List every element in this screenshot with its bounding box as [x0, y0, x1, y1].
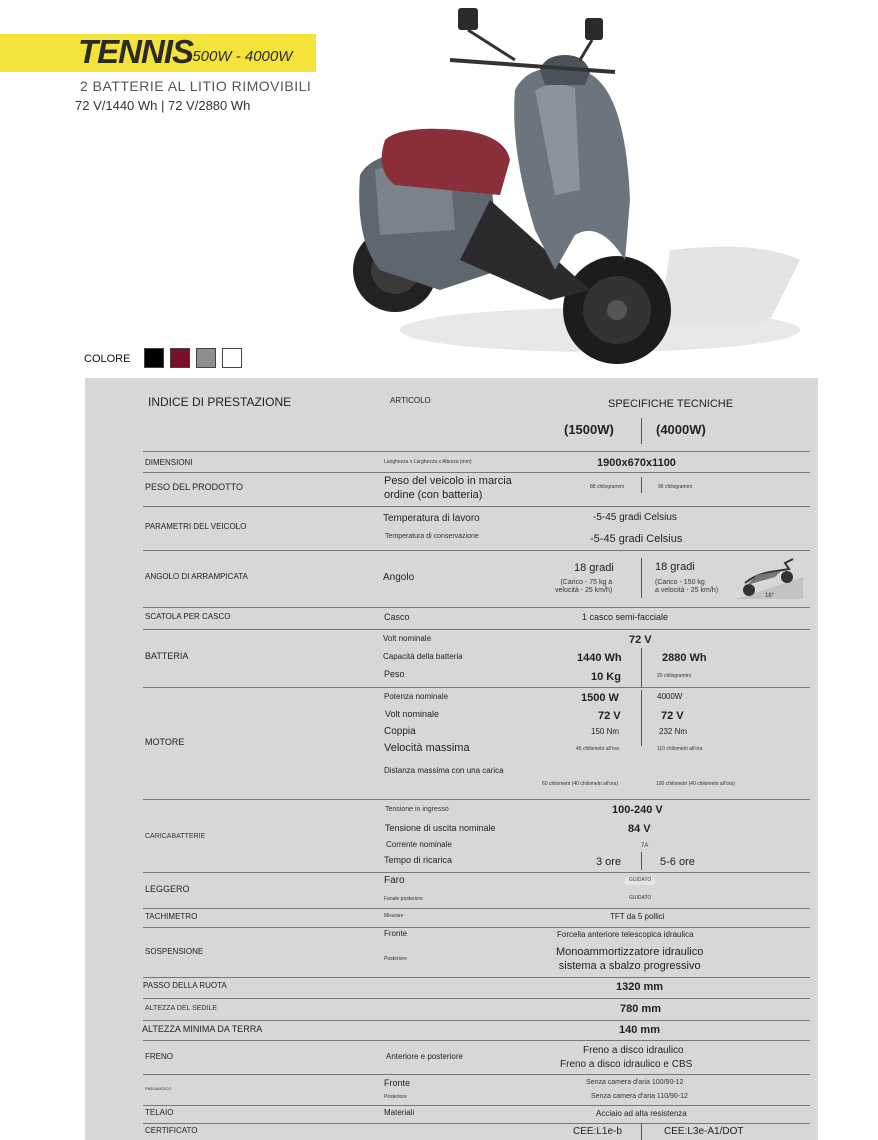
scooter-image	[340, 0, 810, 380]
val-torque-1500: 150 Nm	[591, 727, 620, 736]
val-capacity-4000: 2880 Wh	[662, 652, 707, 664]
row-divider	[143, 927, 810, 928]
specs-table	[85, 378, 818, 1140]
val-output-voltage: 84 V	[628, 823, 651, 835]
row-divider	[143, 506, 810, 507]
val-cert-1500: CEE:L1e-b	[573, 1126, 622, 1137]
val-range-1500: 60 chilometri (40 chilometri all'ora)	[542, 781, 618, 787]
cat-tyre: PNEUMATICO	[145, 1086, 172, 1091]
val-weight-4000: 96 chilogrammi	[658, 484, 692, 490]
item-taillight: Fanale posteriore	[384, 896, 423, 902]
note-angle-4000: (Carico - 150 kg a velocità - 25 km/h)	[655, 579, 719, 594]
val-taillight: GUIDATO	[629, 895, 652, 901]
divider	[641, 418, 642, 444]
val-weight-1500: 88 chilogrammi	[590, 484, 624, 490]
color-swatch-black[interactable]	[144, 348, 164, 368]
product-power-range: 1500W - 4000W	[184, 48, 293, 65]
cat-battery: BATTERIA	[145, 651, 189, 661]
val-front-brake: Freno a disco idraulico	[583, 1045, 684, 1056]
item-storage-temp: Temperatura di conservazione	[385, 533, 479, 540]
divider	[641, 558, 642, 598]
item-rated-power: Potenza nominale	[384, 692, 449, 701]
val-speed-1500: 45 chilometri all'ora	[576, 746, 619, 752]
val-range-4000: 100 chilometri (40 chilometri all'ora)	[656, 781, 735, 787]
cat-helmet-box: SCATOLA PER CASCO	[145, 612, 231, 621]
color-swatch-white[interactable]	[222, 348, 242, 368]
val-seat-height: 780 mm	[620, 1003, 661, 1015]
val-ground-clearance: 140 mm	[619, 1024, 660, 1036]
header-performance-index: INDICE DI PRESTAZIONE	[148, 395, 292, 409]
val-angle-1500: 18 gradi	[574, 562, 614, 574]
cat-motor: MOTORE	[145, 737, 185, 747]
cat-ground-clearance: ALTEZZA MINIMA DA TERRA	[142, 1024, 263, 1034]
item-angle: Angolo	[383, 572, 415, 583]
val-capacity-1500: 1440 Wh	[577, 652, 622, 664]
row-divider	[143, 1020, 810, 1021]
item-headlight: Faro	[384, 875, 405, 886]
row-divider	[143, 1123, 810, 1124]
row-divider	[143, 550, 810, 551]
val-torque-4000: 232 Nm	[659, 727, 688, 736]
cat-dimensions: DIMENSIONI	[145, 458, 193, 467]
cat-climb-angle: ANGOLO DI ARRAMPICATA	[145, 572, 248, 581]
val-power-4000: 4000W	[657, 692, 683, 701]
item-weight: Peso del veicolo in marcia ordine (con batteria)	[384, 475, 512, 502]
header-4000w: (4000W)	[656, 422, 706, 437]
row-divider	[143, 799, 810, 800]
cat-seat-height: ALTEZZA DEL SEDILE	[145, 1005, 217, 1012]
cat-lighting: LEGGERO	[145, 884, 190, 894]
cat-brake: FRENO	[145, 1052, 173, 1061]
item-nominal-volt: Volt nominale	[383, 634, 432, 643]
cat-charger: CARICABATTERIE	[145, 833, 206, 840]
row-divider	[143, 687, 810, 688]
val-rear-brake: Freno a disco idraulico e CBS	[560, 1059, 693, 1070]
item-input-voltage: Tensione in ingresso	[385, 806, 449, 813]
note-angle-1500: (Carico - 75 kg a velocità - 25 km/h)	[555, 579, 613, 594]
item-battery-weight: Peso	[384, 669, 405, 679]
val-wheelbase: 1320 mm	[616, 981, 664, 993]
item-front-tyre: Fronte	[384, 1078, 411, 1088]
cat-wheelbase: PASSO DELLA RUOTA	[143, 981, 227, 990]
row-divider	[143, 977, 810, 978]
item-max-speed: Velocità massima	[384, 742, 470, 754]
val-power-1500: 1500 W	[581, 692, 619, 704]
divider	[641, 852, 642, 870]
row-divider	[143, 472, 810, 473]
cat-vehicle-params: PARAMETRI DEL VEICOLO	[145, 522, 247, 531]
val-speed-4000: 110 chilometri all'ora	[657, 746, 703, 752]
val-charge-time-4000: 5-6 ore	[660, 856, 695, 868]
row-divider	[143, 1040, 810, 1041]
val-input-voltage: 100-240 V	[612, 804, 663, 816]
color-swatch-grey[interactable]	[196, 348, 216, 368]
val-weight-battery-4000: 20 chilogrammi	[657, 673, 691, 679]
row-divider	[143, 872, 810, 873]
cat-certificate: CERTIFICATO	[145, 1126, 198, 1135]
val-angle-4000: 18 gradi	[655, 561, 695, 573]
item-frame: Materiali	[384, 1108, 415, 1117]
item-dimensions: Lunghezza x Larghezza x Altezza (mm)	[384, 459, 472, 465]
val-frame: Acciaio ad alta resistenza	[596, 1109, 687, 1118]
item-front-suspension: Fronte	[384, 929, 408, 938]
val-speedometer: TFT da 5 pollici	[610, 912, 665, 921]
item-output-voltage: Tensione di uscita nominale	[385, 823, 496, 833]
divider	[641, 648, 642, 688]
color-swatch-burgundy[interactable]	[170, 348, 190, 368]
battery-subtitle: 2 BATTERIE AL LITIO RIMOVIBILI	[80, 78, 312, 94]
item-motor-volt: Volt nominale	[385, 709, 440, 719]
product-title: TENNIS	[78, 33, 194, 70]
val-motor-volt-4000: 72 V	[661, 710, 684, 722]
item-helmet: Casco	[384, 612, 410, 622]
row-divider	[143, 607, 810, 608]
item-torque: Coppia	[384, 726, 416, 737]
val-rated-current: 7A	[641, 843, 649, 849]
slope-degree: 18°	[765, 593, 775, 599]
val-headlight: GUIDATO	[625, 877, 655, 885]
val-cert-4000: CEE:L3e-A1/DOT	[664, 1126, 744, 1137]
header-1500w: (1500W)	[564, 422, 614, 437]
row-divider	[143, 1074, 810, 1075]
color-label: COLORE	[84, 353, 131, 365]
val-front-suspension: Forcella anteriore telescopica idraulica	[557, 930, 694, 939]
item-working-temp: Temperatura di lavoro	[383, 513, 480, 524]
item-battery-capacity: Capacità della batteria	[383, 652, 463, 661]
battery-capacity: 72 V/1440 Wh | 72 V/2880 Wh	[75, 98, 251, 113]
val-storage-temp: -5-45 gradi Celsius	[590, 533, 683, 545]
item-rear-suspension: Posteriore	[384, 956, 407, 962]
divider	[641, 1124, 642, 1140]
val-working-temp: -5-45 gradi Celsius	[593, 512, 677, 523]
item-rear-tyre: Posteriore	[384, 1094, 407, 1100]
item-brake: Anteriore e posteriore	[386, 1052, 463, 1061]
val-front-tyre: Senza camera d'aria 100/90-12	[586, 1079, 684, 1086]
item-charge-time: Tempo di ricarica	[384, 855, 453, 865]
divider	[641, 690, 642, 746]
row-divider	[143, 451, 810, 452]
item-max-range: Distanza massima con una carica	[384, 766, 504, 775]
val-charge-time-1500: 3 ore	[596, 856, 622, 868]
header-specs: SPECIFICHE TECNICHE	[608, 398, 734, 410]
divider	[641, 477, 642, 493]
val-motor-volt-1500: 72 V	[598, 710, 621, 722]
item-rated-current: Corrente nominale	[386, 840, 452, 849]
item-speedometer: Misurare	[384, 913, 404, 919]
val-dimensions: 1900x670x1100	[597, 457, 676, 469]
cat-speedometer: TACHIMETRO	[145, 912, 198, 921]
row-divider	[143, 908, 810, 909]
row-divider	[143, 629, 810, 630]
val-rear-tyre: Senza camera d'aria 110/90-12	[591, 1093, 688, 1100]
cat-suspension: SOSPENSIONE	[145, 947, 204, 956]
val-rear-suspension: Monoammortizzatore idraulico sistema a sbalzo progressivo	[556, 946, 704, 973]
val-weight-battery-1500: 10 Kg	[591, 671, 621, 683]
val-helmet: 1 casco semi-facciale	[582, 612, 669, 622]
cat-weight: PESO DEL PRODOTTO	[145, 482, 244, 492]
header-item: ARTICOLO	[390, 396, 431, 405]
row-divider	[143, 998, 810, 999]
row-divider	[143, 1105, 810, 1106]
cat-frame: TELAIO	[145, 1108, 174, 1117]
val-battery-volt: 72 V	[629, 634, 652, 646]
